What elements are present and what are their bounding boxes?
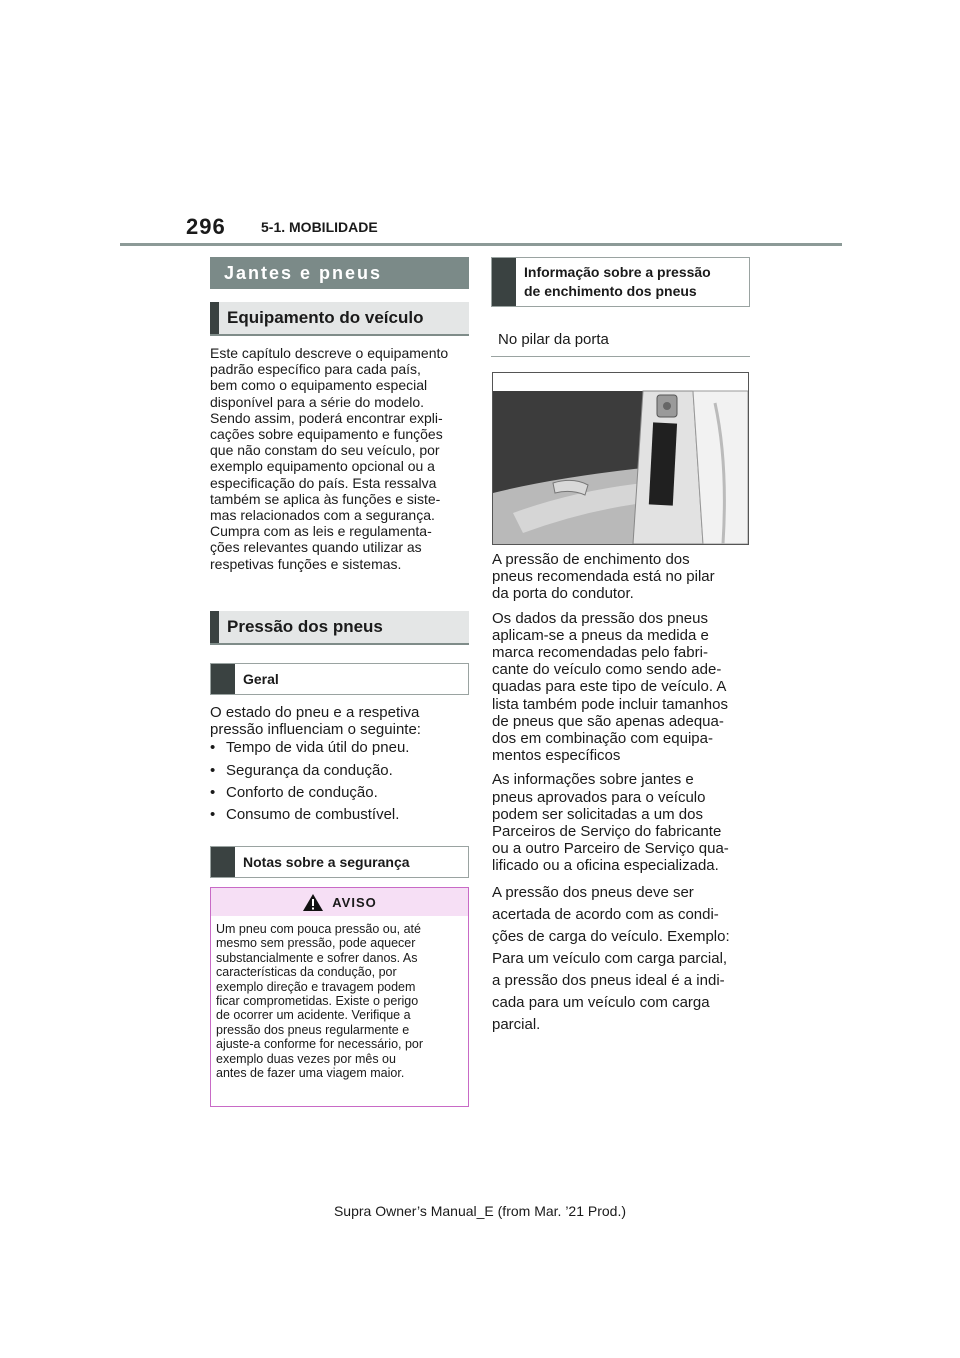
text-line: dos em combinação com equipa- [492,730,713,748]
text-line: Para um veículo com carga parcial, [492,950,728,967]
section-title: 5-1. MOBILIDADE [261,219,378,235]
equipment-paragraph [210,345,472,572]
text-line: mesmo sem pressão, pode aquecer [216,936,416,951]
list-item: • Conforto de condução. [210,783,378,801]
header-divider [120,243,842,246]
pillar-label: No pilar da porta [498,331,609,348]
text-line: cada para um veículo com carga [492,994,710,1011]
list-item: • Tempo de vida útil do pneu. [210,739,410,757]
footer-text: Supra Owner’s Manual_E (from Mar. ’21 Prod.) [333,1203,627,1219]
door-pillar-image [492,372,749,545]
text-line: pneus recomendada está no pilar [492,568,715,586]
warning-header [211,888,468,916]
heading-bar [210,611,219,643]
text-line: também se aplica às funções e siste- [210,490,441,507]
door-pillar-illustration [493,373,748,544]
text-line: substancialmente e sofrer danos. As [216,950,418,965]
text-line: A pressão dos pneus deve ser [492,884,694,901]
safety-heading [210,846,469,878]
bullet-text: Conforto de condução. [226,783,378,801]
text-line: exemplo duas vezes por mês ou [216,1051,396,1066]
text-line: ou a outro Parceiro de Serviço qua- [492,840,729,858]
heading-bar [492,258,516,306]
paragraph-2 [492,610,754,765]
text-line: ficar comprometidas. Existe o perigo [216,994,419,1009]
paragraph-1 [492,551,754,603]
text-line: antes de fazer uma viagem maior. [216,1066,405,1081]
warning-text [211,916,468,1086]
warning-title: AVISO [332,894,377,910]
text-line: quadas para este tipo de veículo. A [492,678,727,696]
text-line: mas relacionados com a segurança. [210,507,435,524]
list-item: • Consumo de combustível. [210,806,400,824]
info-heading-text [516,258,719,306]
equipment-heading [210,302,469,336]
list-item: • Segurança da condução. [210,761,393,779]
bullet-text: Consumo de combustível. [226,806,400,824]
info-heading [491,257,750,307]
safety-heading-text: Notas sobre a segurança [243,853,410,870]
text-line: a pressão dos pneus ideal é a indi- [492,972,725,989]
text-line: respetivas funções e sistemas. [210,555,402,572]
page-number: 296 [186,214,226,239]
right-paragraphs [492,551,754,875]
text-line: disponível para a série do modelo. [210,393,425,410]
text-line: exemplo direção e travagem podem [216,979,416,994]
text-line: Este capítulo descreve o equipamento [210,345,449,361]
text-line: Os dados da pressão dos pneus [492,609,708,627]
general-heading [210,663,469,695]
text-line: pneus aprovados para o veículo [492,788,706,806]
text-line: O estado do pneu e a respetiva [210,704,420,721]
equipment-heading-text: Equipamento do veículo [227,308,424,327]
warning-box [210,887,469,1107]
pressure-heading [210,611,469,645]
text-line: parcial. [492,1016,541,1033]
text-line: cações sobre equipamento e funções [210,426,443,443]
bullet-text: Segurança da condução. [226,761,393,779]
label-divider [491,356,750,357]
text-line: marca recomendadas pelo fabri- [492,644,708,662]
text-line: Cumpra com as leis e regulamenta- [210,523,432,540]
chapter-title: Jantes e pneus [210,257,469,289]
text-line: aplicam-se a pneus da medida e [492,626,709,644]
paragraph-4 [492,882,754,1036]
text-line: Parceiros de Serviço do fabricante [492,823,722,841]
warning-triangle-icon [302,893,324,912]
text-line: características da condução, por [216,965,397,980]
text-line: podem ser solicitadas a um dos [492,805,703,823]
text-line: Um pneu com pouca pressão ou, até [216,922,421,936]
general-heading-text: Geral [243,670,279,687]
text-line: As informações sobre jantes e [492,771,694,789]
text-line: pressão dos pneus regularmente e [216,1022,410,1037]
paragraph-3 [492,771,754,874]
bullet-text: Tempo de vida útil do pneu. [226,739,410,757]
text-line: bem como o equipamento especial [210,377,428,394]
text-line: ções de carga do veículo. Exemplo: [492,928,730,945]
text-line: Sendo assim, poderá encontrar expli- [210,409,443,426]
text-line: ções relevantes quando utilizar as [210,539,422,556]
text-line: exemplo equipamento opcional ou a [210,458,435,475]
text-line: ajuste-a conforme for necessário, por [216,1037,424,1052]
text-line: lificado ou a oficina especializada. [492,857,719,875]
text-line: da porta do condutor. [492,585,634,603]
text-line: de ocorrer um acidente. Verifique a [216,1008,411,1023]
text-line: de pneus que são apenas adequa- [492,712,724,730]
heading-bar [210,302,219,334]
text-line: lista também pode incluir tamanhos [492,695,728,713]
text-line: padrão específico para cada país, [210,361,421,378]
text-line: acertada de acordo com as condi- [492,906,719,923]
heading-bar [211,664,235,694]
text-line: de enchimento dos pneus [524,283,697,299]
text-line: que não constam do seu veículo, por [210,442,440,459]
text-line: A pressão de enchimento dos [492,551,690,568]
pressure-intro [210,704,472,823]
text-line: pressão influenciam o seguinte: [210,721,421,739]
heading-bar [211,847,235,877]
text-line: cante do veículo como sendo ade- [492,661,722,679]
text-line: Informação sobre a pressão [524,264,711,280]
pressure-heading-text: Pressão dos pneus [227,617,383,636]
text-line: mentos específicos [492,747,621,765]
text-line: especificação do país. Esta ressalva [210,474,437,491]
